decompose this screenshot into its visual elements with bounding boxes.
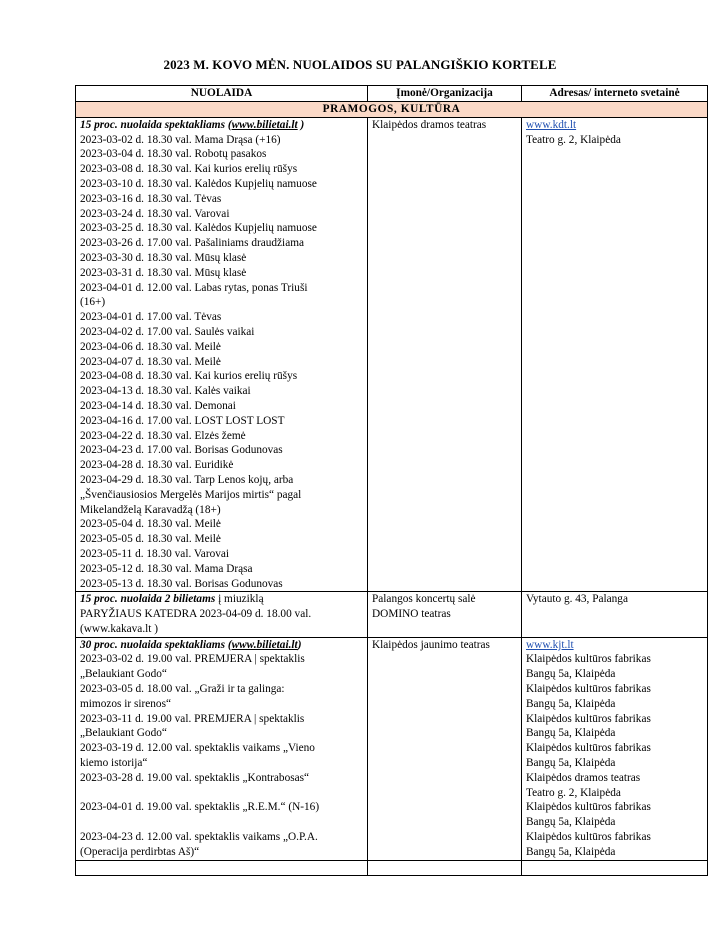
discount-heading-text: 30 proc. nuolaida spektakliams ( (80, 638, 232, 651)
column-header-address: Adresas/ interneto svetainė (522, 86, 708, 102)
column-header-discount: NUOLAIDA (76, 86, 368, 102)
event-line: „Belaukiant Godo“ (80, 668, 167, 681)
organization-cell (368, 637, 522, 860)
event-line: 2023-03-26 d. 17.00 val. Pašaliniams draudžiama (80, 237, 305, 250)
event-line: 2023-04-07 d. 18.30 val. Meilė (80, 355, 221, 368)
event-list (80, 133, 367, 592)
discount-table (75, 85, 708, 876)
discount-cell (76, 117, 368, 592)
address-text: Bangų 5a, Klaipėda (526, 845, 616, 858)
address-text: Klaipėdos kultūros fabrikas (526, 831, 651, 844)
address-text: Klaipėdos kultūros fabrikas (526, 801, 651, 814)
bilietai-link[interactable]: www.bilietai.lt (231, 118, 298, 131)
event-line: 2023-03-04 d. 18.30 val. Robotų pasakos (80, 148, 267, 161)
event-line: 2023-04-16 d. 17.00 val. LOST LOST LOST (80, 414, 285, 427)
column-header-organization: Įmonė/Organizacija (368, 86, 522, 102)
event-line: 2023-03-24 d. 18.30 val. Varovai (80, 207, 230, 220)
discount-cell (76, 637, 368, 860)
event-line: 2023-04-13 d. 18.30 val. Kalės vaikai (80, 385, 251, 398)
event-line: Mikelandželą Karavadžą (18+) (80, 503, 221, 516)
discount-heading-rest: į miuziklą (215, 593, 264, 606)
document-title: 2023 M. KOVO MĖN. NUOLAIDOS SU PALANGIŠKIO KORTELE (163, 57, 557, 72)
event-line: 2023-04-02 d. 17.00 val. Saulės vaikai (80, 325, 255, 338)
event-line: 2023-03-08 d. 18.30 val. Kai kurios erelių rūšys (80, 163, 298, 176)
address-cell (522, 117, 708, 592)
discount-heading (80, 118, 367, 133)
address-text: Bangų 5a, Klaipėda (526, 697, 616, 710)
event-line: PARYŽIAUS KATEDRA 2023-04-09 d. 18.00 val. (80, 608, 312, 621)
event-line: 2023-04-28 d. 18.30 val. Euridikė (80, 459, 234, 472)
event-line: 2023-04-06 d. 18.30 val. Meilė (80, 340, 221, 353)
address-text: Klaipėdos kultūros fabrikas (526, 712, 651, 725)
event-line: 2023-05-05 d. 18.30 val. Meilė (80, 533, 221, 546)
event-line: 2023-03-02 d. 19.00 val. PREMJERA | spektaklis (80, 653, 305, 666)
table-row (76, 592, 708, 637)
address-text: Bangų 5a, Klaipėda (526, 816, 616, 829)
event-line: 2023-05-11 d. 18.30 val. Varovai (80, 547, 230, 560)
category-row (76, 102, 708, 118)
table-header-row (76, 86, 708, 102)
event-line: 2023-05-13 d. 18.30 val. Borisas Godunovas (80, 577, 283, 590)
event-line: 2023-04-01 d. 19.00 val. spektaklis „R.E.M.“ (N-16) (80, 801, 320, 814)
discount-heading-text: 15 proc. nuolaida spektakliams ( (80, 118, 232, 131)
organization-name: Klaipėdos dramos teatras (372, 118, 487, 131)
address-cell (522, 592, 708, 637)
event-line: 2023-05-04 d. 18.30 val. Meilė (80, 518, 221, 531)
event-line: 2023-04-23 d. 17.00 val. Borisas Godunovas (80, 444, 283, 457)
event-line: 2023-03-16 d. 18.30 val. Tėvas (80, 192, 222, 205)
discount-heading-suffix: ) (297, 118, 305, 131)
event-line: 2023-03-31 d. 18.30 val. Mūsų klasė (80, 266, 247, 279)
event-line: mimozos ir sirenos“ (80, 697, 171, 710)
address-text: Klaipėdos dramos teatras (526, 771, 641, 784)
event-line: 2023-04-01 d. 12.00 val. Labas rytas, ponas Triuši (80, 281, 308, 294)
event-line: 2023-04-22 d. 18.30 val. Elzės žemė (80, 429, 246, 442)
address-text: Bangų 5a, Klaipėda (526, 668, 616, 681)
event-line: (Operacija perdirbtas Aš)“ (80, 845, 200, 858)
discount-heading (80, 592, 367, 607)
event-line: 2023-04-14 d. 18.30 val. Demonai (80, 399, 236, 412)
organization-name: DOMINO teatras (372, 608, 451, 621)
event-line: 2023-04-23 d. 12.00 val. spektaklis vaikams „O.P.A. (80, 831, 318, 844)
organization-cell (368, 592, 522, 637)
event-line: „Švenčiausiosios Mergelės Marijos mirtis“ pagal (80, 488, 302, 501)
organization-name: Palangos koncertų salė (372, 593, 476, 606)
address-text: Bangų 5a, Klaipėda (526, 727, 616, 740)
website-link[interactable]: www.kjt.lt (526, 638, 574, 651)
address-text: Klaipėdos kultūros fabrikas (526, 742, 651, 755)
event-line: 2023-05-12 d. 18.30 val. Mama Drąsa (80, 562, 253, 575)
event-line: 2023-03-30 d. 18.30 val. Mūsų klasė (80, 251, 247, 264)
discount-heading-suffix: ) (297, 638, 302, 651)
empty-cell (522, 860, 708, 875)
event-list (80, 652, 367, 859)
event-line: „Belaukiant Godo“ (80, 727, 167, 740)
table-row (76, 637, 708, 860)
event-line: 2023-04-29 d. 18.30 val. Tarp Lenos kojų, arba (80, 473, 294, 486)
event-line: 2023-04-08 d. 18.30 val. Kai kurios erelių rūšys (80, 370, 298, 383)
address-list (526, 652, 707, 859)
address-text: Bangų 5a, Klaipėda (526, 757, 616, 770)
event-line: (16+) (80, 296, 106, 309)
event-line: 2023-04-01 d. 17.00 val. Tėvas (80, 311, 222, 324)
event-line: kiemo istorija“ (80, 757, 148, 770)
event-line: 2023-03-05 d. 18.00 val. „Graži ir ta galinga: (80, 683, 285, 696)
event-line: 2023-03-11 d. 19.00 val. PREMJERA | spektaklis (80, 712, 305, 725)
table-row-empty (76, 860, 708, 875)
address-text: Teatro g. 2, Klaipėda (526, 786, 621, 799)
address-text: Vytauto g. 43, Palanga (526, 593, 628, 606)
event-line: (www.kakava.lt ) (80, 622, 159, 635)
discount-cell (76, 592, 368, 637)
website-link[interactable]: www.kdt.lt (526, 118, 577, 131)
address-text: Klaipėdos kultūros fabrikas (526, 653, 651, 666)
blank-line (80, 786, 367, 801)
address-text: Teatro g. 2, Klaipėda (526, 133, 621, 146)
category-label: PRAMOGOS, KULTŪRA (76, 102, 708, 118)
address-cell (522, 637, 708, 860)
table-row (76, 117, 708, 592)
event-line: 2023-03-19 d. 12.00 val. spektaklis vaikams „Vieno (80, 742, 315, 755)
bilietai-link[interactable]: www.bilietai.lt (231, 638, 298, 651)
discount-heading-text: 15 proc. nuolaida 2 bilietams (80, 593, 216, 606)
discount-heading (80, 638, 367, 653)
event-line: 2023-03-28 d. 19.00 val. spektaklis „Kontrabosas“ (80, 771, 310, 784)
organization-cell (368, 117, 522, 592)
event-line: 2023-03-02 d. 18.30 val. Mama Drąsa (+16) (80, 133, 281, 146)
blank-line (80, 815, 367, 830)
empty-cell (76, 860, 368, 875)
event-line: 2023-03-10 d. 18.30 val. Kalėdos Kupjelių namuose (80, 177, 317, 190)
organization-name: Klaipėdos jaunimo teatras (372, 638, 490, 651)
event-line: 2023-03-25 d. 18.30 val. Kalėdos Kupjelių namuose (80, 222, 317, 235)
empty-cell (368, 860, 522, 875)
address-text: Klaipėdos kultūros fabrikas (526, 683, 651, 696)
